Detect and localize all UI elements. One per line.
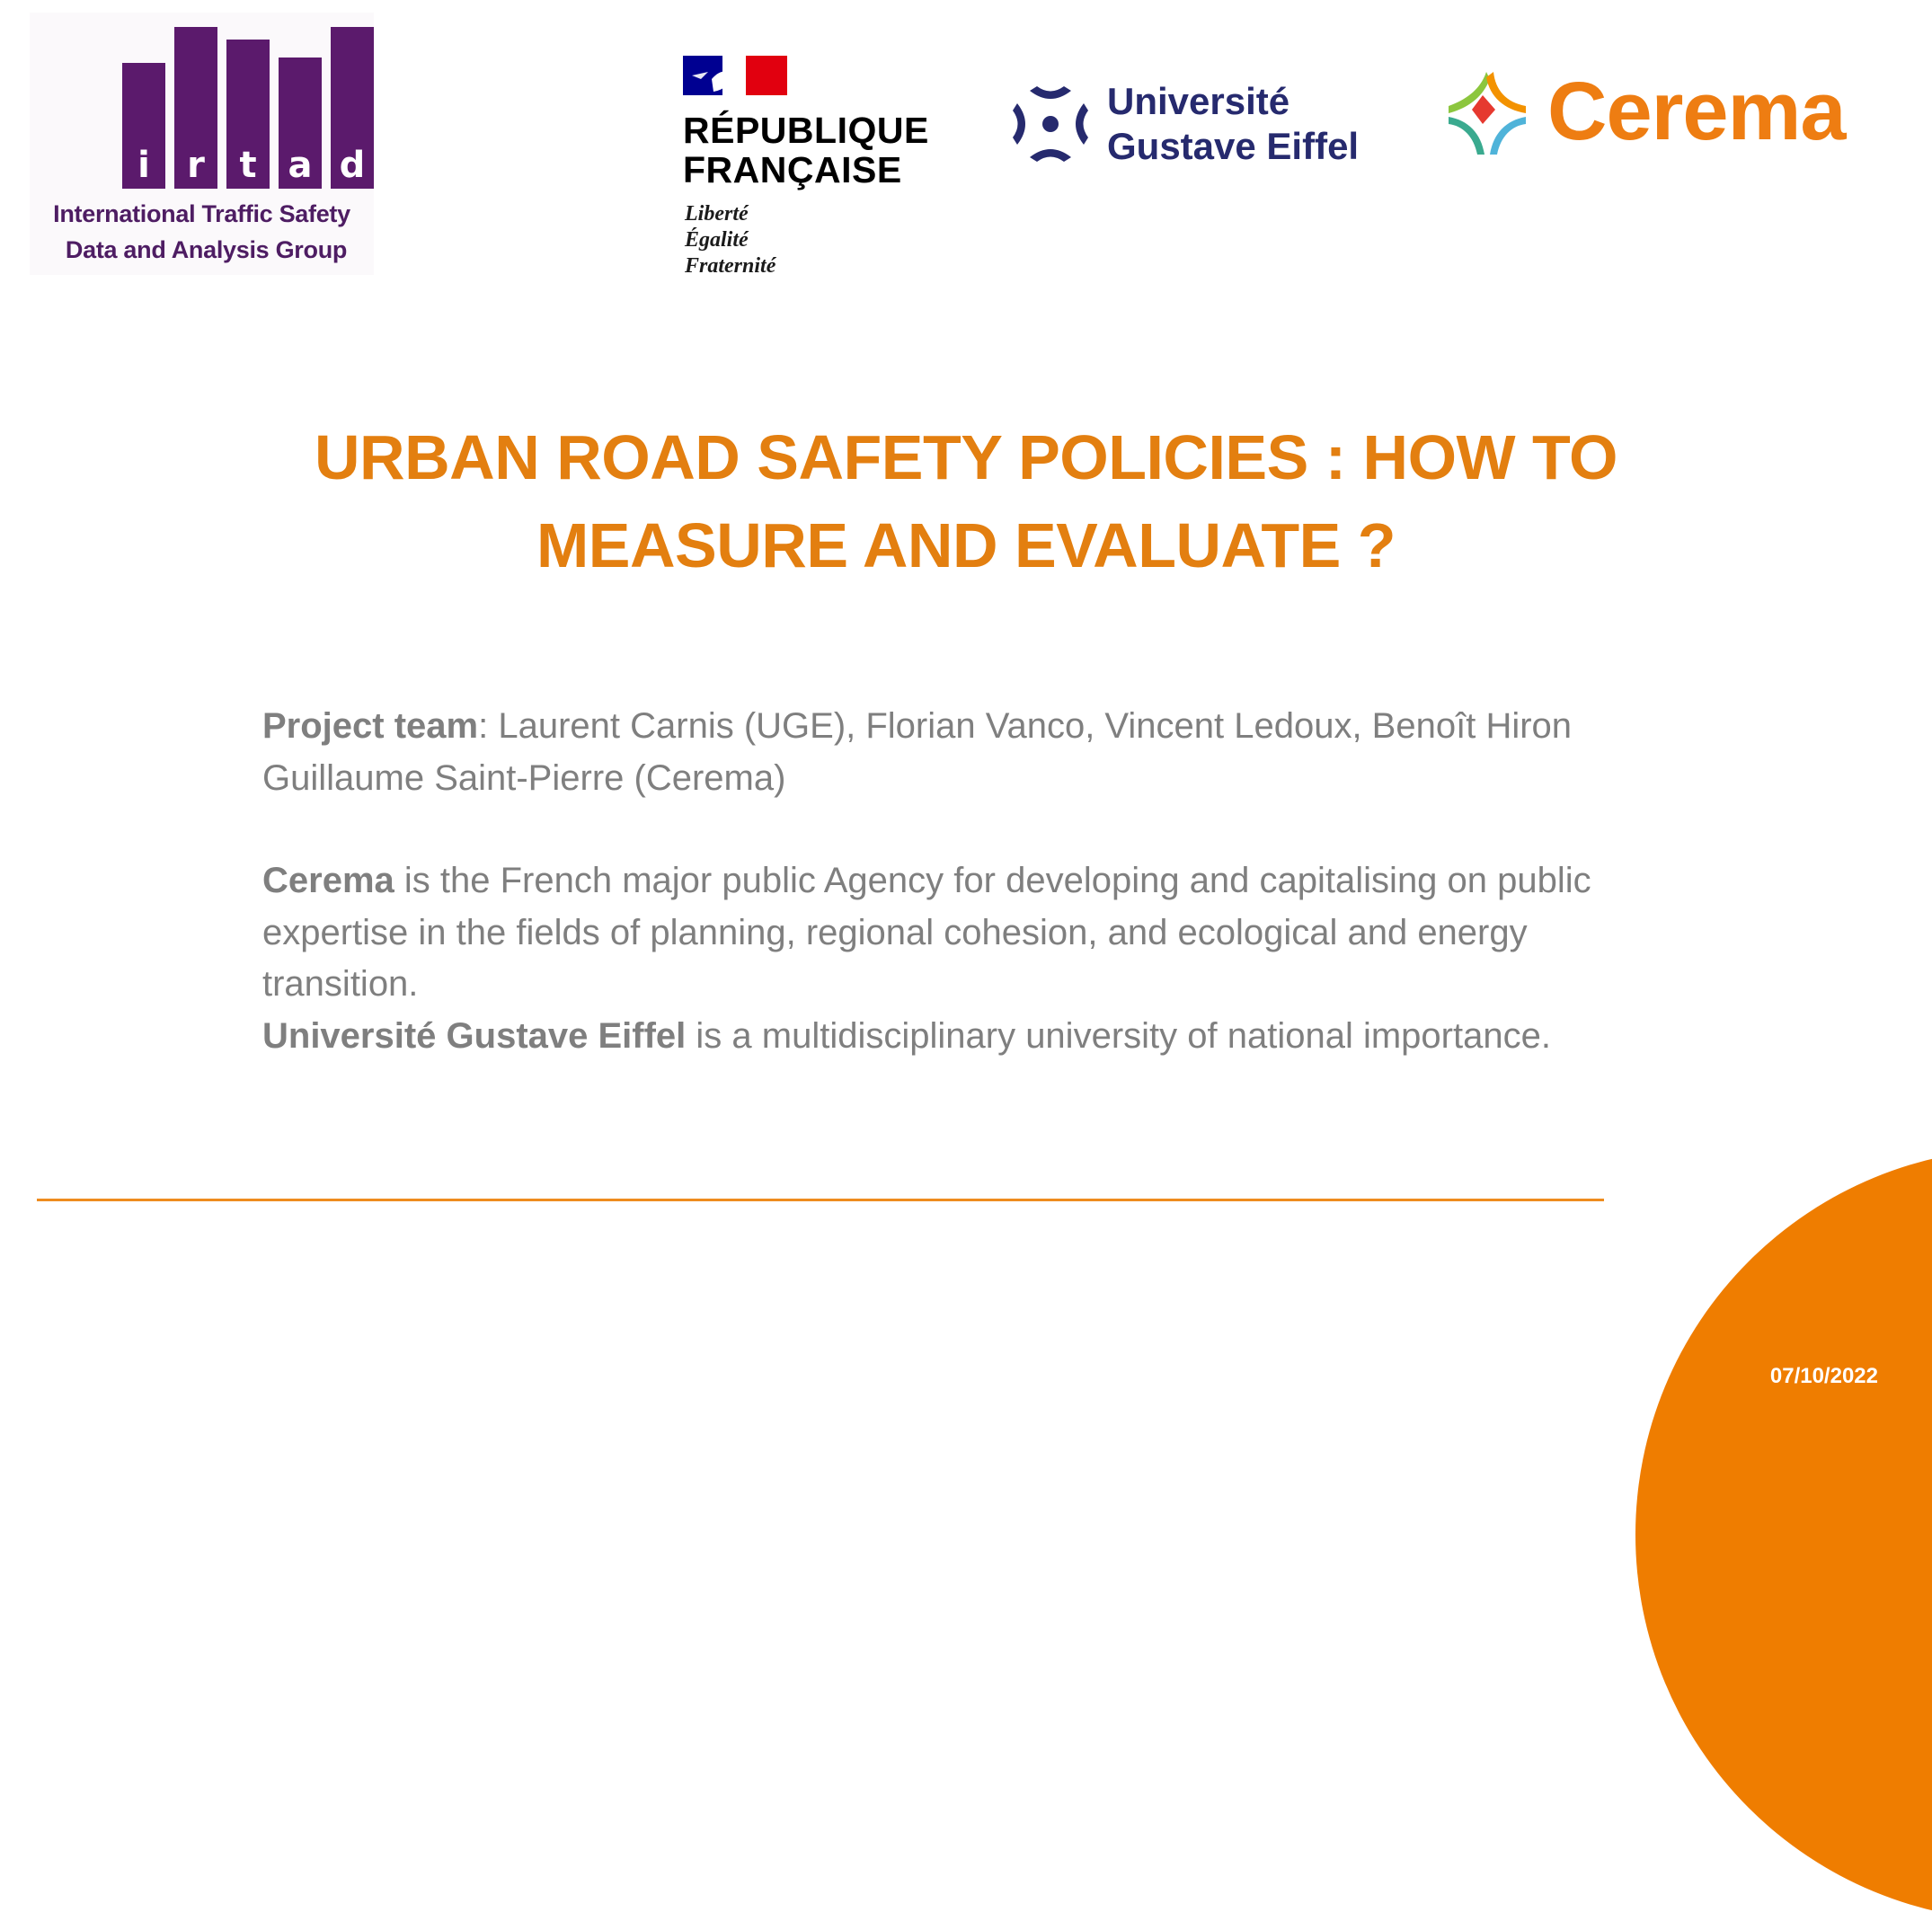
cerema-emblem-icon [1441,68,1531,158]
slide-title-line2: MEASURE AND EVALUATE ? [536,510,1396,580]
uge-logo-line2: Gustave Eiffel [1107,125,1360,167]
cerema-logo [1441,65,1846,164]
cerema-description-line1 [262,855,1808,907]
cerema-name: Cerema [262,861,394,900]
orange-corner-shape [1635,1148,1932,1921]
irtad-letter: t [239,145,257,186]
motto-egalite: Égalité [685,228,749,252]
project-team-line1 [262,701,1808,753]
project-team-label: Project team [262,706,479,746]
irtad-bar-r [174,27,217,189]
irtad-bar-i [122,63,165,189]
uge-logo-line1: Université [1107,80,1290,122]
irtad-bar-d [331,27,374,189]
project-team-block [262,701,1808,804]
uge-name: Université Gustave Eiffel [262,1015,687,1056]
irtad-caption-line1: International Traffic Safety [53,200,350,227]
slide-date: 07/10/2022 [1769,1364,1878,1388]
marianne-flag-icon [683,56,791,99]
uge-emblem-icon [1010,84,1091,164]
cerema-description-line3: transition. [262,964,419,1004]
irtad-bar-t [226,40,270,189]
slide-title-line1: URBAN ROAD SAFETY POLICIES : HOW TO [315,422,1617,492]
irtad-caption-line2: Data and Analysis Group [65,236,348,263]
uge-description-text: is a multidisciplinary university of national importance. [686,1015,1551,1056]
irtad-letter: r [187,145,205,186]
irtad-letter: d [339,145,366,186]
project-team-members-2: Guillaume Saint-Pierre (Cerema) [262,757,786,798]
universite-gustave-eiffel-logo [1010,79,1387,169]
republique-francaise-line2: FRANÇAISE [683,149,902,190]
irtad-letter: a [288,145,313,186]
slide-title [162,413,1770,589]
project-team-members-1: : Laurent Carnis (UGE), Florian Vanco, Vincent Ledoux, Benoît Hiron [478,706,1573,746]
republique-francaise-line1: RÉPUBLIQUE [683,110,929,151]
motto-liberte: Liberté [685,202,749,226]
republique-francaise-logo [683,54,944,288]
irtad-bar-a [279,58,322,189]
irtad-letter: i [137,145,150,186]
irtad-logo [30,13,374,275]
orange-divider [37,1199,1604,1201]
motto-fraternite: Fraternité [685,254,776,278]
uge-description [262,1011,1808,1063]
cerema-description-line2: expertise in the fields of planning, regional cohesion, and ecological and energy [262,912,1528,952]
cerema-logo-text: Cerema [1547,66,1846,157]
descriptions-block [262,855,1808,1062]
cerema-description-text1: is the French major public Agency for developing and capitalising on public [394,861,1591,900]
